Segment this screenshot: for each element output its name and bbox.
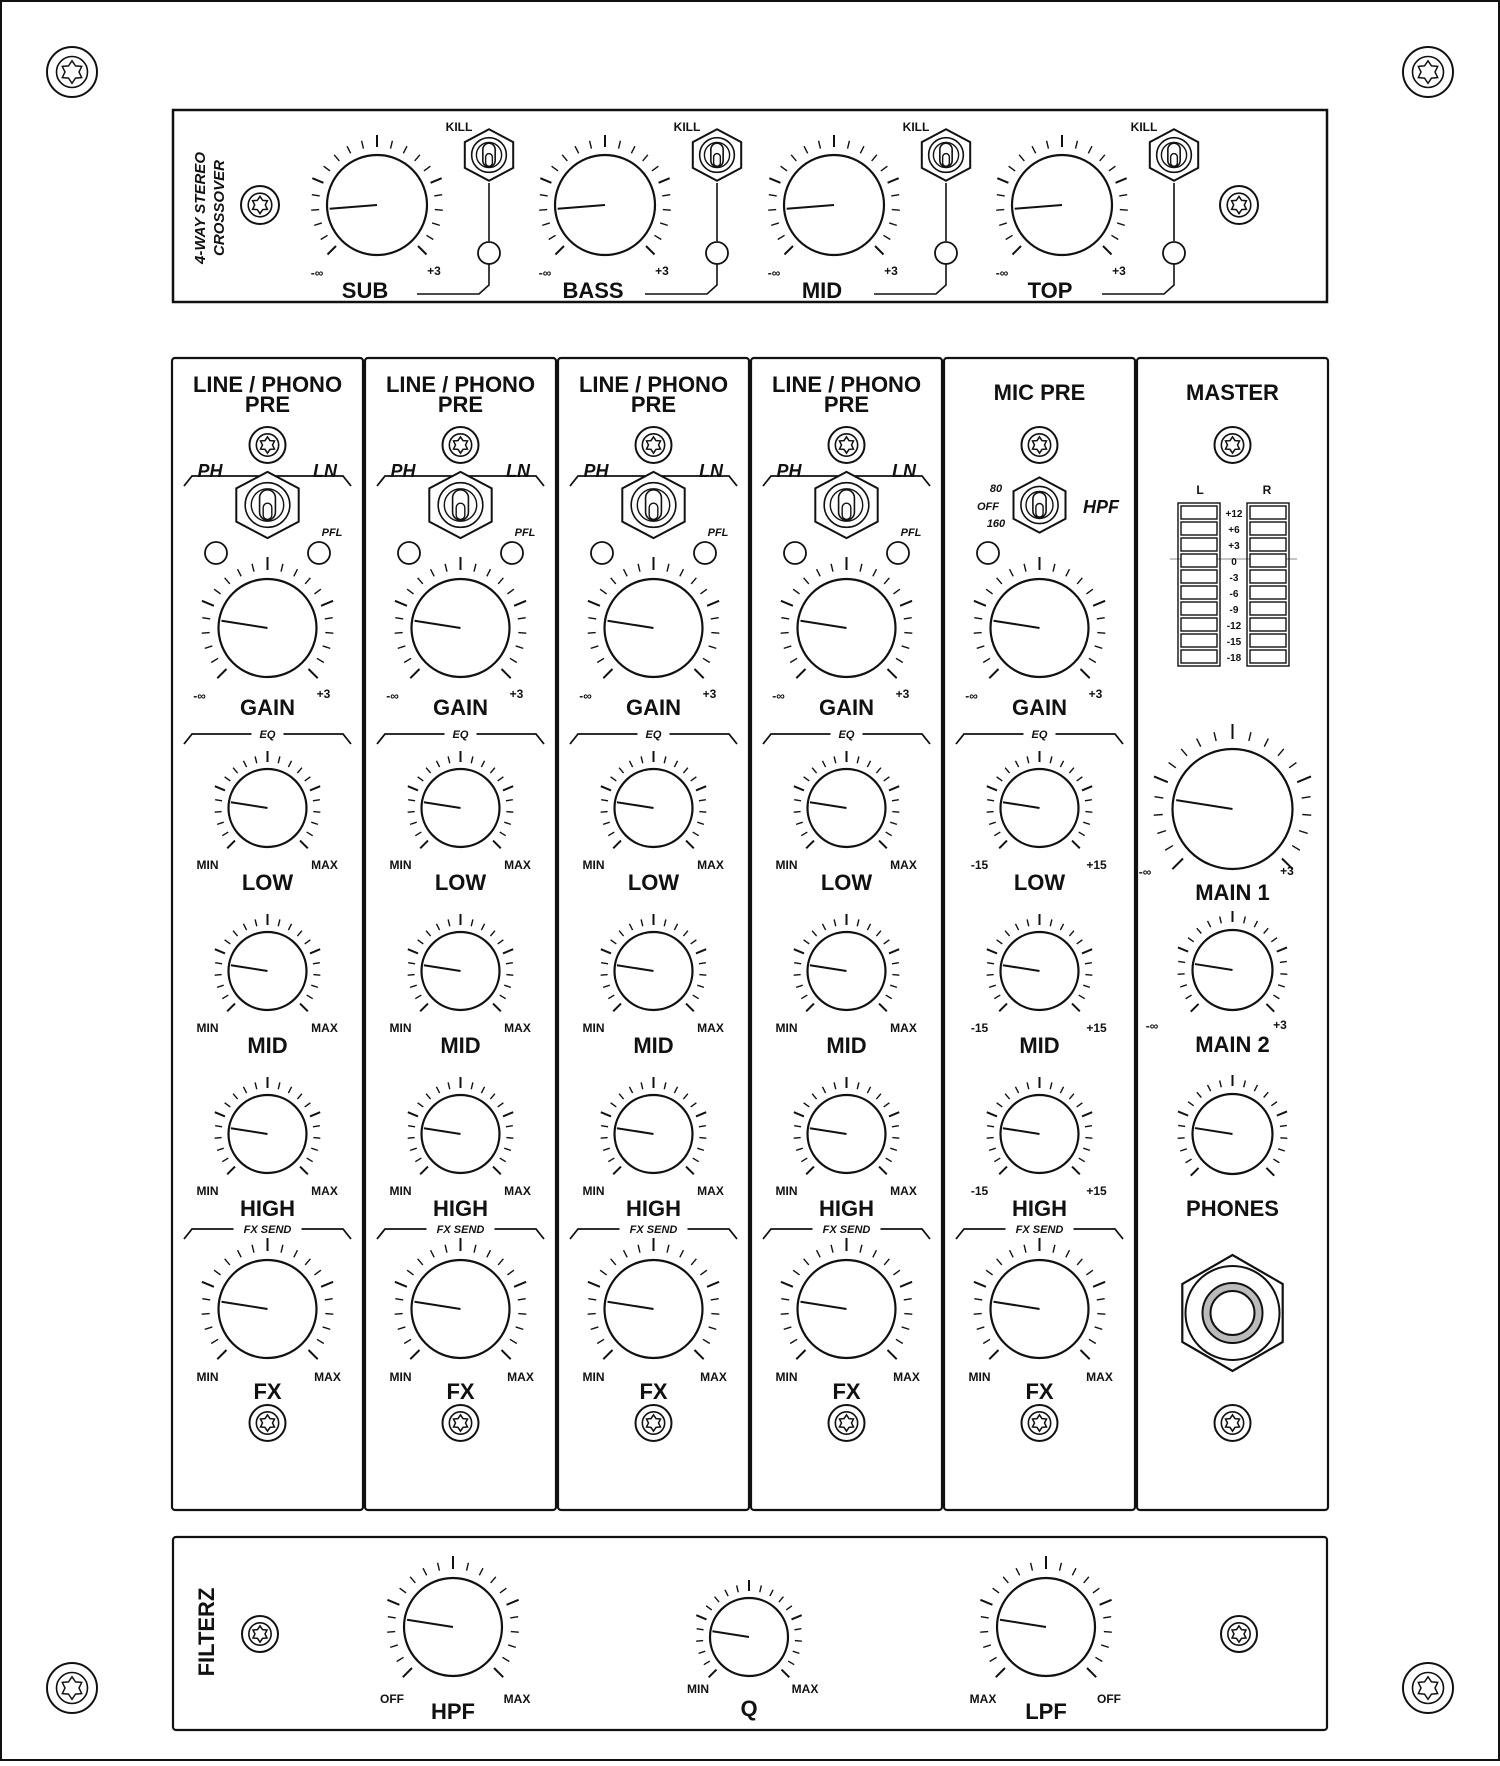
meter-led-left: [1181, 650, 1217, 663]
knob-tick: [215, 812, 222, 813]
knob-tick: [395, 1314, 403, 1315]
meter-led-left: [1181, 586, 1217, 599]
eq-label: EQ: [1031, 729, 1048, 741]
fx-min-label: MIN: [582, 1370, 605, 1384]
fx-max-label: MAX: [507, 1370, 534, 1384]
corner-screw: [47, 47, 97, 97]
eq-max-label: MAX: [504, 858, 531, 872]
eq-high-label: HIGH: [433, 1196, 488, 1221]
eq-max-label: MAX: [890, 1021, 917, 1035]
hpf-filter-min-label: OFF: [380, 1692, 404, 1706]
knob-tick: [506, 812, 513, 813]
meter-scale-label: +3: [1228, 541, 1240, 552]
knob-tick: [408, 812, 415, 813]
eq-min-label: MIN: [775, 858, 798, 872]
fx-send-label: FX SEND: [1015, 1224, 1064, 1236]
knob-tick: [325, 1314, 333, 1315]
eq-high-label: HIGH: [626, 1196, 681, 1221]
knob-tick: [696, 1641, 703, 1642]
meter-scale-label: -3: [1229, 573, 1239, 584]
knob-tick: [996, 210, 1004, 211]
knob-tick: [601, 1138, 608, 1139]
meter-scale-label: +6: [1228, 525, 1240, 536]
knob-tick: [711, 633, 719, 634]
knob-tick: [1280, 1138, 1287, 1139]
fx-max-label: MAX: [1086, 1370, 1113, 1384]
eq-max-label: MAX: [697, 858, 724, 872]
knob-tick: [313, 812, 320, 813]
knob-tick: [1097, 633, 1105, 634]
kill-label: KILL: [673, 120, 701, 134]
eq-min-label: MIN: [582, 1184, 605, 1198]
eq-min-label: MIN: [582, 1021, 605, 1035]
pfl-label: PFL: [514, 527, 536, 539]
meter-scale-label: -15: [1226, 637, 1242, 648]
channel-top-screw: [1022, 427, 1058, 463]
knob-tick: [904, 1314, 912, 1315]
knob-tick: [711, 1314, 719, 1315]
kill-label: KILL: [1130, 120, 1158, 134]
fx-label: FX: [832, 1379, 861, 1404]
knob-tick: [313, 1138, 320, 1139]
crossover-min-label: -∞: [995, 266, 1009, 280]
knob-tick: [395, 633, 403, 634]
kill-led: [706, 242, 728, 264]
knob-tick: [781, 633, 789, 634]
eq-high-label: HIGH: [240, 1196, 295, 1221]
knob-tick: [202, 1314, 210, 1315]
knob-tick: [1120, 210, 1128, 211]
fx-send-label: FX SEND: [243, 1224, 292, 1236]
meter-led-right: [1250, 650, 1286, 663]
crossover-min-label: -∞: [767, 266, 781, 280]
eq-min-label: MIN: [389, 1021, 412, 1035]
meter-led-left: [1181, 522, 1217, 535]
fx-min-label: MIN: [389, 1370, 412, 1384]
meter-led-left: [1181, 634, 1217, 647]
pfl-led: [308, 542, 330, 564]
crossover-band-label: SUB: [341, 278, 389, 303]
eq-min-label: -15: [970, 858, 989, 872]
gain-label: GAIN: [819, 695, 874, 720]
fx-min-label: MIN: [196, 1370, 219, 1384]
gain-label: GAIN: [240, 695, 295, 720]
knob-tick: [987, 975, 994, 976]
channel-subtitle: PRE: [437, 392, 484, 417]
ln-label: LN: [506, 461, 530, 481]
eq-min-label: MIN: [389, 1184, 412, 1198]
meter-led-right: [1250, 506, 1286, 519]
gain-max-label: +3: [895, 687, 910, 701]
eq-max-label: MAX: [890, 858, 917, 872]
main2-min-label: -∞: [1145, 1019, 1159, 1033]
eq-mid-label: MID: [247, 1033, 288, 1058]
eq-max-label: MAX: [504, 1184, 531, 1198]
meter-led-left: [1181, 506, 1217, 519]
meter-scale-label: 0: [1231, 557, 1237, 568]
eq-low-label: LOW: [434, 870, 487, 895]
knob-tick: [1085, 1138, 1092, 1139]
gain-label: GAIN: [626, 695, 681, 720]
signal-led: [398, 542, 420, 564]
eq-mid-label: MID: [633, 1033, 674, 1058]
knob-tick: [892, 975, 899, 976]
meter-led-left: [1181, 618, 1217, 631]
fx-send-label: FX SEND: [629, 1224, 678, 1236]
master-bottom-screw: [1215, 1405, 1251, 1441]
gain-min-label: -∞: [772, 689, 785, 703]
knob-tick: [435, 210, 443, 211]
eq-mid-label: MID: [826, 1033, 867, 1058]
knob-tick: [663, 210, 671, 211]
eq-min-label: MIN: [196, 858, 219, 872]
knob-tick: [1097, 1314, 1105, 1315]
gain-min-label: -∞: [193, 689, 206, 703]
channel-subtitle: PRE: [630, 392, 677, 417]
crossover-min-label: -∞: [310, 266, 324, 280]
knob-tick: [892, 210, 900, 211]
ph-label: PH: [390, 461, 416, 481]
knob-tick: [974, 1314, 982, 1315]
knob-tick: [987, 1138, 994, 1139]
hpf-160-label: 160: [986, 518, 1006, 530]
eq-high-label: HIGH: [819, 1196, 874, 1221]
meter-scale-label: -12: [1226, 621, 1242, 632]
fx-label: FX: [253, 1379, 282, 1404]
fx-min-label: MIN: [775, 1370, 798, 1384]
lpf-filter-min-label: MAX: [969, 1692, 997, 1706]
knob-tick: [1085, 975, 1092, 976]
eq-min-label: -15: [970, 1184, 989, 1198]
corner-screw: [1403, 47, 1453, 97]
knob-tick: [408, 975, 415, 976]
fx-send-label: FX SEND: [436, 1224, 485, 1236]
main1-max-label: +3: [1280, 864, 1294, 878]
eq-low-label: LOW: [1013, 870, 1066, 895]
signal-led: [205, 542, 227, 564]
crossover-min-label: -∞: [538, 266, 552, 280]
pfl-led: [501, 542, 523, 564]
knob-tick: [1178, 1138, 1185, 1139]
gain-min-label: -∞: [386, 689, 399, 703]
knob-tick: [601, 975, 608, 976]
knob-tick: [518, 633, 526, 634]
gain-max-label: +3: [702, 687, 717, 701]
lpf-filter-label: LPF: [1025, 1699, 1067, 1724]
q-filter-min-label: MIN: [687, 1682, 709, 1696]
knob-tick: [325, 633, 333, 634]
knob-tick: [987, 812, 994, 813]
gain-max-label: +3: [509, 687, 524, 701]
crossover-max-label: +3: [1112, 264, 1126, 278]
eq-min-label: MIN: [196, 1021, 219, 1035]
channel-title: LINE / PHONO: [578, 372, 729, 397]
eq-min-label: MIN: [582, 858, 605, 872]
q-filter-max-label: MAX: [791, 1682, 819, 1696]
meter-scale-label: +12: [1225, 509, 1243, 520]
knob-tick: [202, 633, 210, 634]
knob-tick: [588, 1314, 596, 1315]
lpf-filter-max-label: OFF: [1097, 1692, 1121, 1706]
fx-min-label: MIN: [968, 1370, 991, 1384]
channel-subtitle: PRE: [823, 392, 870, 417]
knob-tick: [892, 1138, 899, 1139]
q-filter-label: Q: [740, 1696, 758, 1721]
eq-max-label: MAX: [890, 1184, 917, 1198]
eq-min-label: MIN: [389, 858, 412, 872]
master-top-screw: [1215, 427, 1251, 463]
knob-tick: [408, 1138, 415, 1139]
meter-led-right: [1250, 618, 1286, 631]
gain-label: GAIN: [433, 695, 488, 720]
knob-tick: [518, 1314, 526, 1315]
eq-label: EQ: [452, 729, 469, 741]
channel-title: LINE / PHONO: [192, 372, 343, 397]
crossover-max-label: +3: [427, 264, 441, 278]
eq-min-label: MIN: [196, 1184, 219, 1198]
crossover-band-label: BASS: [562, 278, 624, 303]
ph-label: PH: [197, 461, 223, 481]
crossover-band-label: TOP: [1027, 278, 1073, 303]
knob-tick: [892, 812, 899, 813]
knob-tick: [1280, 974, 1287, 975]
pfl-led: [887, 542, 909, 564]
kill-led: [935, 242, 957, 264]
fx-max-label: MAX: [893, 1370, 920, 1384]
gain-min-label: -∞: [579, 689, 592, 703]
meter-scale-label: -6: [1229, 589, 1239, 600]
kill-label: KILL: [445, 120, 473, 134]
knob-tick: [1178, 974, 1185, 975]
main1-label: MAIN 1: [1195, 880, 1270, 905]
hpf-label: HPF: [1083, 497, 1119, 517]
phones-label: PHONES: [1186, 1196, 1279, 1221]
knob-tick: [1085, 812, 1092, 813]
pfl-led: [694, 542, 716, 564]
crossover-subtitle: CROSSOVER: [211, 160, 228, 256]
corner-screw: [47, 1663, 97, 1713]
knob-tick: [699, 812, 706, 813]
gain-min-label: -∞: [965, 689, 978, 703]
knob-tick: [506, 1138, 513, 1139]
gain-max-label: +3: [316, 687, 331, 701]
main2-max-label: +3: [1273, 1018, 1287, 1032]
ln-label: LN: [699, 461, 723, 481]
knob-tick: [1104, 1632, 1112, 1633]
meter-led-right: [1250, 586, 1286, 599]
knob-tick: [313, 975, 320, 976]
gain-label: GAIN: [1012, 695, 1067, 720]
eq-high-label: HIGH: [1012, 1196, 1067, 1221]
master-title: MASTER: [1186, 380, 1279, 405]
signal-led: [591, 542, 613, 564]
crossover-screw-left: [241, 186, 279, 224]
eq-label: EQ: [259, 729, 276, 741]
meter-led-left: [1181, 602, 1217, 615]
pfl-label: PFL: [900, 527, 922, 539]
meter-scale-label: -18: [1226, 653, 1242, 664]
pfl-label: PFL: [707, 527, 729, 539]
eq-max-label: MAX: [311, 1021, 338, 1035]
knob-tick: [539, 210, 547, 211]
knob-tick: [794, 812, 801, 813]
channel-title: MIC PRE: [993, 380, 1086, 405]
meter-led-right: [1250, 570, 1286, 583]
fx-send-label: FX SEND: [822, 1224, 871, 1236]
ln-label: LN: [313, 461, 337, 481]
crossover-max-label: +3: [655, 264, 669, 278]
channel-bottom-screw: [1022, 1405, 1058, 1441]
hpf-off-label: OFF: [977, 501, 999, 513]
meter-right-label: R: [1262, 483, 1272, 497]
channel-bottom-screw: [443, 1405, 479, 1441]
meter-led-left: [1181, 570, 1217, 583]
fx-label: FX: [1025, 1379, 1054, 1404]
knob-tick: [781, 1314, 789, 1315]
eq-max-label: MAX: [697, 1184, 724, 1198]
eq-min-label: MIN: [775, 1184, 798, 1198]
ph-label: PH: [583, 461, 609, 481]
filterz-screw-left: [242, 1616, 278, 1652]
main2-label: MAIN 2: [1195, 1032, 1270, 1057]
meter-left-label: L: [1196, 483, 1204, 497]
knob-tick: [215, 1138, 222, 1139]
fx-max-label: MAX: [314, 1370, 341, 1384]
knob-tick: [311, 210, 319, 211]
eq-label: EQ: [838, 729, 855, 741]
filterz-title: FILTERZ: [194, 1587, 219, 1677]
crossover-title: 4-WAY STEREO: [192, 152, 209, 264]
knob-tick: [699, 975, 706, 976]
kill-led: [1163, 242, 1185, 264]
hpf-80-label: 80: [989, 483, 1003, 495]
knob-tick: [794, 975, 801, 976]
channel-top-screw: [443, 427, 479, 463]
knob-tick: [387, 1632, 395, 1633]
fx-max-label: MAX: [700, 1370, 727, 1384]
eq-max-label: +15: [1086, 1021, 1107, 1035]
knob-tick: [588, 633, 596, 634]
knob-tick: [215, 975, 222, 976]
channel-title: LINE / PHONO: [771, 372, 922, 397]
filterz-screw-right: [1221, 1616, 1257, 1652]
knob-tick: [795, 1641, 802, 1642]
kill-label: KILL: [902, 120, 930, 134]
knob-tick: [1154, 814, 1163, 815]
knob-tick: [904, 633, 912, 634]
channel-bottom-screw: [829, 1405, 865, 1441]
channel-top-screw: [250, 427, 286, 463]
knob-tick: [511, 1632, 519, 1633]
crossover-max-label: +3: [884, 264, 898, 278]
corner-screw: [1403, 1663, 1453, 1713]
eq-max-label: +15: [1086, 1184, 1107, 1198]
meter-led-left: [1181, 538, 1217, 551]
eq-low-label: LOW: [820, 870, 873, 895]
eq-mid-label: MID: [440, 1033, 481, 1058]
main1-min-label: -∞: [1138, 865, 1152, 879]
knob-tick: [794, 1138, 801, 1139]
eq-max-label: MAX: [311, 858, 338, 872]
ln-label: LN: [892, 461, 916, 481]
knob-tick: [506, 975, 513, 976]
signal-led: [977, 542, 999, 564]
fx-label: FX: [639, 1379, 668, 1404]
eq-min-label: -15: [970, 1021, 989, 1035]
knob-tick: [980, 1632, 988, 1633]
eq-low-label: LOW: [627, 870, 680, 895]
channel-subtitle: PRE: [244, 392, 291, 417]
meter-led-right: [1250, 522, 1286, 535]
crossover-band-label: MID: [801, 278, 843, 303]
channel-top-screw: [636, 427, 672, 463]
meter-led-left: [1181, 554, 1217, 567]
channel-bottom-screw: [636, 1405, 672, 1441]
meter-led-right: [1250, 538, 1286, 551]
channel-top-screw: [829, 427, 865, 463]
hpf-filter-max-label: MAX: [503, 1692, 531, 1706]
eq-mid-label: MID: [1019, 1033, 1060, 1058]
meter-led-right: [1250, 634, 1286, 647]
eq-low-label: LOW: [241, 870, 294, 895]
eq-label: EQ: [645, 729, 662, 741]
knob-tick: [768, 210, 776, 211]
knob-tick: [699, 1138, 706, 1139]
eq-max-label: +15: [1086, 858, 1107, 872]
eq-max-label: MAX: [697, 1021, 724, 1035]
meter-scale-label: -9: [1229, 605, 1239, 616]
crossover-screw-right: [1220, 186, 1258, 224]
knob-tick: [601, 812, 608, 813]
eq-max-label: MAX: [504, 1021, 531, 1035]
channel-bottom-screw: [250, 1405, 286, 1441]
gain-max-label: +3: [1088, 687, 1103, 701]
fx-label: FX: [446, 1379, 475, 1404]
knob-tick: [974, 633, 982, 634]
pfl-label: PFL: [321, 527, 343, 539]
eq-max-label: MAX: [311, 1184, 338, 1198]
hpf-filter-label: HPF: [431, 1699, 475, 1724]
kill-led: [478, 242, 500, 264]
meter-led-right: [1250, 554, 1286, 567]
ph-label: PH: [776, 461, 802, 481]
eq-min-label: MIN: [775, 1021, 798, 1035]
knob-tick: [1302, 814, 1311, 815]
channel-title: LINE / PHONO: [385, 372, 536, 397]
signal-led: [784, 542, 806, 564]
meter-led-right: [1250, 602, 1286, 615]
